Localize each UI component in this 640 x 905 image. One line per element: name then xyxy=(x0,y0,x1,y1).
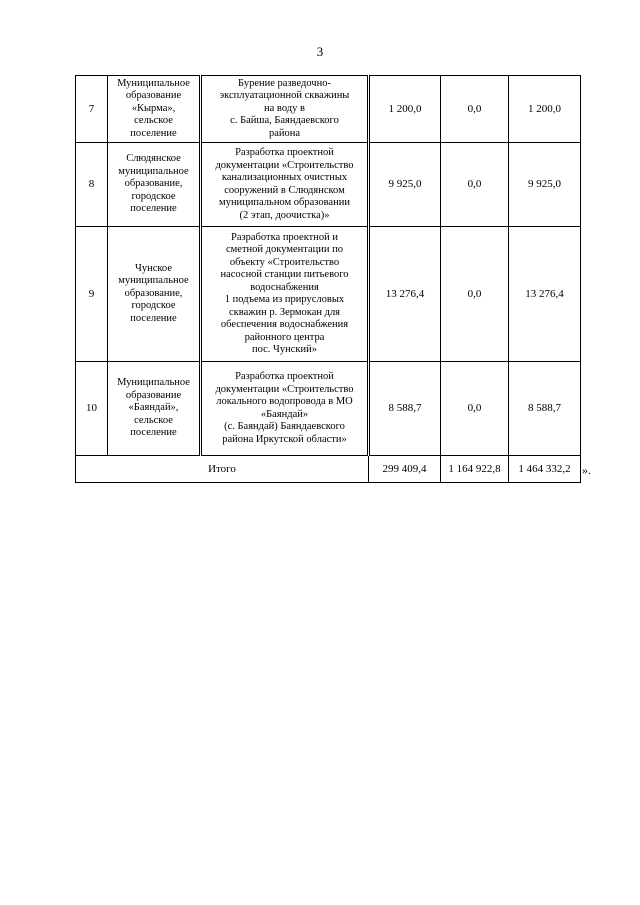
value-1: 13 276,4 xyxy=(369,227,441,362)
entity-cell xyxy=(108,362,201,456)
entity-cell-line: муниципальное xyxy=(118,275,189,287)
description-cell-line: локального водопровода в МО xyxy=(216,396,353,407)
entity-cell-line: образование xyxy=(125,90,182,102)
row-number: 8 xyxy=(76,143,108,227)
page-number: 3 xyxy=(316,44,324,59)
entity-cell-line: поселение xyxy=(130,127,177,139)
value-3: 1 200,0 xyxy=(509,76,581,143)
description-cell-line: (с. Баяндай) Баяндаевского xyxy=(224,421,345,432)
value-1: 8 588,7 xyxy=(369,362,441,456)
entity-cell-line: образование, xyxy=(124,287,183,299)
description-cell-line: канализационных очистных xyxy=(221,172,348,183)
entity-cell-line: образование xyxy=(125,389,182,401)
description-cell-line: «Баяндай» xyxy=(260,408,309,420)
description-cell xyxy=(201,362,369,456)
entity-cell xyxy=(108,227,201,362)
value-2: 0,0 xyxy=(441,227,509,362)
table-row xyxy=(76,227,581,362)
description-cell-line: с. Байша, Баяндаевского xyxy=(230,115,339,127)
description-cell-line: насосной станции питьевого xyxy=(220,269,349,280)
description-cell-line: водоснабжения xyxy=(250,281,319,293)
description-cell-line: на воду в xyxy=(264,102,305,114)
entity-cell-line: городское xyxy=(131,190,176,202)
total-row xyxy=(76,456,581,483)
description-cell-line: районного центра xyxy=(244,331,325,343)
description-cell-line: пос. Чунский» xyxy=(252,344,317,355)
closing-quote: ». xyxy=(582,463,591,477)
total-value-1: 299 409,4 xyxy=(369,456,441,483)
entity-cell-line: городское xyxy=(131,300,176,312)
value-1: 9 925,0 xyxy=(369,143,441,227)
description-cell-line: эксплуатационной скважины xyxy=(219,90,350,102)
description-cell-line: обеспечения водоснабжения xyxy=(220,319,349,330)
entity-cell-line: Чунское xyxy=(135,262,172,274)
row-number: 9 xyxy=(76,227,108,362)
description-cell-line: муниципальном образовании xyxy=(219,197,350,208)
table-row xyxy=(76,76,581,143)
budget-table xyxy=(75,75,581,483)
row-number: 7 xyxy=(76,76,108,143)
description-cell-line: (2 этап, доочистка)» xyxy=(239,209,330,221)
table-row xyxy=(76,143,581,227)
description-cell-line: документации «Строительство xyxy=(215,159,354,171)
description-cell-line: объекту «Строительство xyxy=(229,256,340,268)
entity-cell-line: поселение xyxy=(130,203,177,215)
entity-cell-line: образование, xyxy=(124,178,183,190)
entity-cell-line: поселение xyxy=(130,312,177,324)
entity-cell xyxy=(108,143,201,227)
table-row xyxy=(76,362,581,456)
description-cell-line: сметной документации по xyxy=(226,244,343,255)
description-cell-line: сооружений в Слюдянском xyxy=(224,184,345,196)
entity-cell-line: Муниципальное xyxy=(117,377,190,389)
description-cell-line: скважин р. Зермокан для xyxy=(228,306,341,318)
description-cell-line: Бурение разведочно- xyxy=(238,77,331,89)
total-value-3: 1 464 332,2 xyxy=(509,456,581,483)
value-3: 13 276,4 xyxy=(509,227,581,362)
entity-cell-line: сельское xyxy=(134,115,173,127)
description-cell xyxy=(201,143,369,227)
entity-cell xyxy=(108,76,201,143)
entity-cell-line: муниципальное xyxy=(118,165,189,177)
row-number: 10 xyxy=(76,362,108,456)
entity-cell-line: поселение xyxy=(130,427,177,439)
value-3: 8 588,7 xyxy=(509,362,581,456)
description-cell-line: 1 подъема из прирусловых xyxy=(224,294,345,305)
value-1: 1 200,0 xyxy=(369,76,441,143)
table-body xyxy=(76,76,581,483)
description-cell-line: района xyxy=(268,127,301,139)
description-cell-line: Разработка проектной xyxy=(235,371,334,382)
description-cell-line: района Иркутской области» xyxy=(222,433,347,445)
description-cell-line: документации «Строительство xyxy=(215,383,354,395)
total-value-2: 1 164 922,8 xyxy=(441,456,509,483)
description-cell xyxy=(201,227,369,362)
description-cell-line: Разработка проектной и xyxy=(230,231,339,243)
entity-cell-line: сельское xyxy=(134,414,173,426)
value-2: 0,0 xyxy=(441,362,509,456)
total-label: Итого xyxy=(76,456,369,483)
description-cell xyxy=(201,76,369,143)
value-3: 9 925,0 xyxy=(509,143,581,227)
value-2: 0,0 xyxy=(441,76,509,143)
entity-cell-line: «Баяндай», xyxy=(128,402,179,414)
description-cell-line: Разработка проектной xyxy=(235,147,334,158)
entity-cell-line: «Кырма», xyxy=(131,102,176,114)
value-2: 0,0 xyxy=(441,143,509,227)
entity-cell-line: Муниципальное xyxy=(117,77,190,89)
entity-cell-line: Слюдянское xyxy=(126,153,181,165)
